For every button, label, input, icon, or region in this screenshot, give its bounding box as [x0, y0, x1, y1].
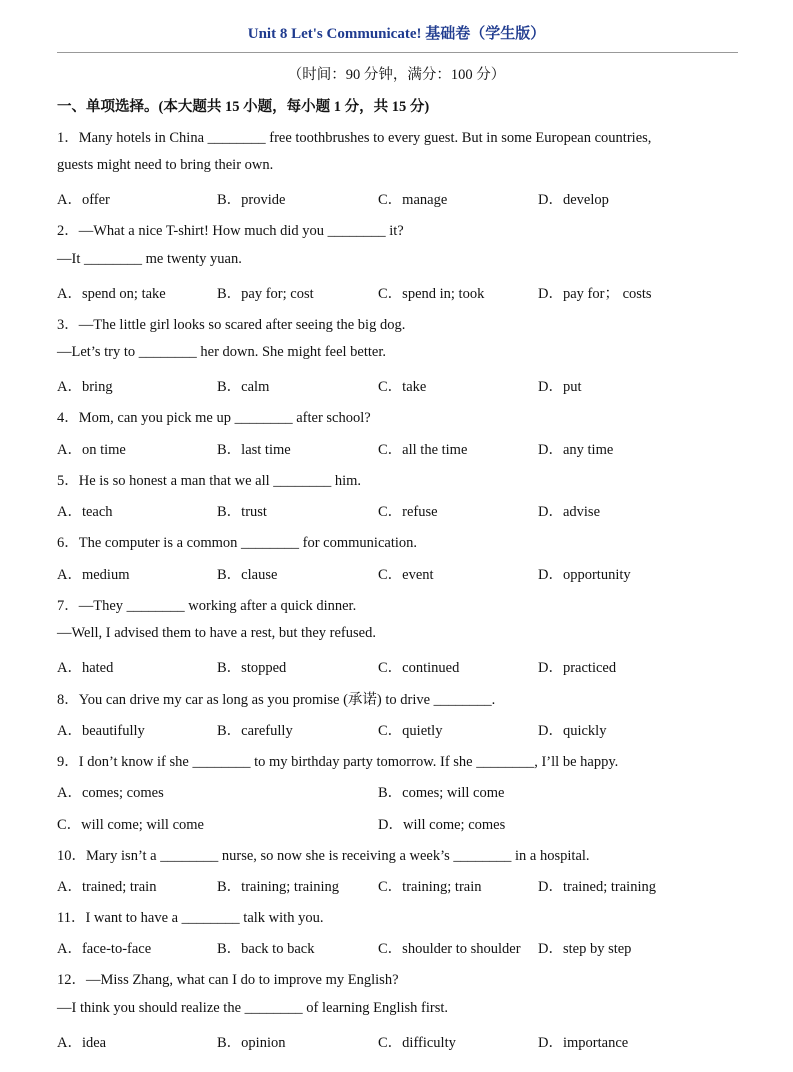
question-7-option-c: C．continued	[378, 660, 460, 676]
question-6-option-b: B．clause	[217, 567, 278, 583]
question-9-option-c: C．will come; will come	[57, 817, 204, 833]
question-1-stem-line-2: guests might need to bring their own.	[57, 157, 274, 173]
question-9-option-a: A．comes; comes	[57, 785, 164, 801]
question-1-option-d: D．develop	[538, 192, 609, 208]
question-4-option-b: B．last time	[217, 442, 291, 458]
question-9-stem-line-1: 9．I don’t know if she ________ to my birthday party tomorrow. If she ________, I’ll be happy.	[57, 754, 619, 770]
question-12-option-b: B．opinion	[217, 1035, 286, 1051]
question-9-option-b: B．comes; will come	[378, 785, 505, 801]
exam-time-and-score: （时间：90 分钟，满分：100 分）	[287, 67, 506, 83]
question-10-option-a: A．trained; train	[57, 879, 157, 895]
question-2-option-b: B．pay for; cost	[217, 286, 314, 302]
question-1-option-c: C．manage	[378, 192, 448, 208]
question-11-option-b: B．back to back	[217, 941, 315, 957]
question-2-stem-line-2: —It ________ me twenty yuan.	[57, 251, 242, 267]
question-1-stem-line-1: 1．Many hotels in China ________ free toothbrushes to every guest. But in some European countries,	[57, 130, 652, 146]
question-7-stem-line-1: 7．—They ________ working after a quick dinner.	[57, 598, 357, 614]
question-10-option-d: D．trained; training	[538, 879, 656, 895]
question-6-stem-line-1: 6．The computer is a common ________ for communication.	[57, 535, 418, 551]
question-11-option-a: A．face-to-face	[57, 941, 152, 957]
question-2-option-d: D．pay for； costs	[538, 286, 652, 302]
question-3-stem-line-1: 3．—The little girl looks so scared after seeing the big dog.	[57, 317, 406, 333]
question-5-option-d: D．advise	[538, 504, 601, 520]
question-7-option-b: B．stopped	[217, 660, 287, 676]
question-4-stem-line-1: 4．Mom, can you pick me up ________ after school?	[57, 410, 371, 426]
question-4-option-a: A．on time	[57, 442, 126, 458]
question-3-option-b: B．calm	[217, 379, 270, 395]
question-1-option-a: A．offer	[57, 192, 110, 208]
question-7-option-d: D．practiced	[538, 660, 617, 676]
question-11-option-d: D．step by step	[538, 941, 632, 957]
question-12-option-d: D．importance	[538, 1035, 629, 1051]
question-8-option-c: C．quietly	[378, 723, 443, 739]
question-9-option-d: D．will come; comes	[378, 817, 506, 833]
question-10-option-c: C．training; train	[378, 879, 482, 895]
question-3-option-a: A．bring	[57, 379, 113, 395]
question-12-option-a: A．idea	[57, 1035, 107, 1051]
question-8-stem-line-1: 8．You can drive my car as long as you promise (承诺) to drive ________.	[57, 692, 496, 708]
question-12-stem-line-2: —I think you should realize the ________ of learning English first.	[57, 1000, 449, 1016]
question-5-option-a: A．teach	[57, 504, 113, 520]
question-8-option-a: A．beautifully	[57, 723, 145, 739]
question-6-option-c: C．event	[378, 567, 434, 583]
question-11-option-c: C．shoulder to shoulder	[378, 941, 521, 957]
header-divider	[57, 52, 738, 53]
question-5-option-c: C．refuse	[378, 504, 438, 520]
question-5-stem-line-1: 5．He is so honest a man that we all ________ him.	[57, 473, 362, 489]
question-3-option-d: D．put	[538, 379, 582, 395]
question-6-option-d: D．opportunity	[538, 567, 631, 583]
question-2-option-a: A．spend on; take	[57, 286, 166, 302]
question-5-option-b: B．trust	[217, 504, 267, 520]
question-2-option-c: C．spend in; took	[378, 286, 485, 302]
question-10-stem-line-1: 10．Mary isn’t a ________ nurse, so now she is receiving a week’s ________ in a hospital.	[57, 848, 590, 864]
question-4-option-c: C．all the time	[378, 442, 468, 458]
question-2-stem-line-1: 2．—What a nice T-shirt! How much did you ________ it?	[57, 223, 404, 239]
question-10-option-b: B．training; training	[217, 879, 340, 895]
question-8-option-b: B．carefully	[217, 723, 293, 739]
document-title: Unit 8 Let's Communicate! 基础卷（学生版）	[247, 26, 546, 42]
question-4-option-d: D．any time	[538, 442, 614, 458]
question-3-stem-line-2: —Let’s try to ________ her down. She might feel better.	[57, 344, 387, 360]
question-7-option-a: A．hated	[57, 660, 114, 676]
question-12-stem-line-1: 12．—Miss Zhang, what can I do to improve my English?	[57, 972, 399, 988]
question-1-option-b: B．provide	[217, 192, 286, 208]
question-11-stem-line-1: 11．I want to have a ________ talk with you.	[57, 910, 324, 926]
question-8-option-d: D．quickly	[538, 723, 607, 739]
question-12-option-c: C．difficulty	[378, 1035, 456, 1051]
question-3-option-c: C．take	[378, 379, 427, 395]
question-7-stem-line-2: —Well, I advised them to have a rest, but they refused.	[57, 625, 376, 641]
section-heading: 一、单项选择。(本大题共 15 小题，每小题 1 分，共 15 分)	[57, 99, 430, 115]
question-6-option-a: A．medium	[57, 567, 130, 583]
